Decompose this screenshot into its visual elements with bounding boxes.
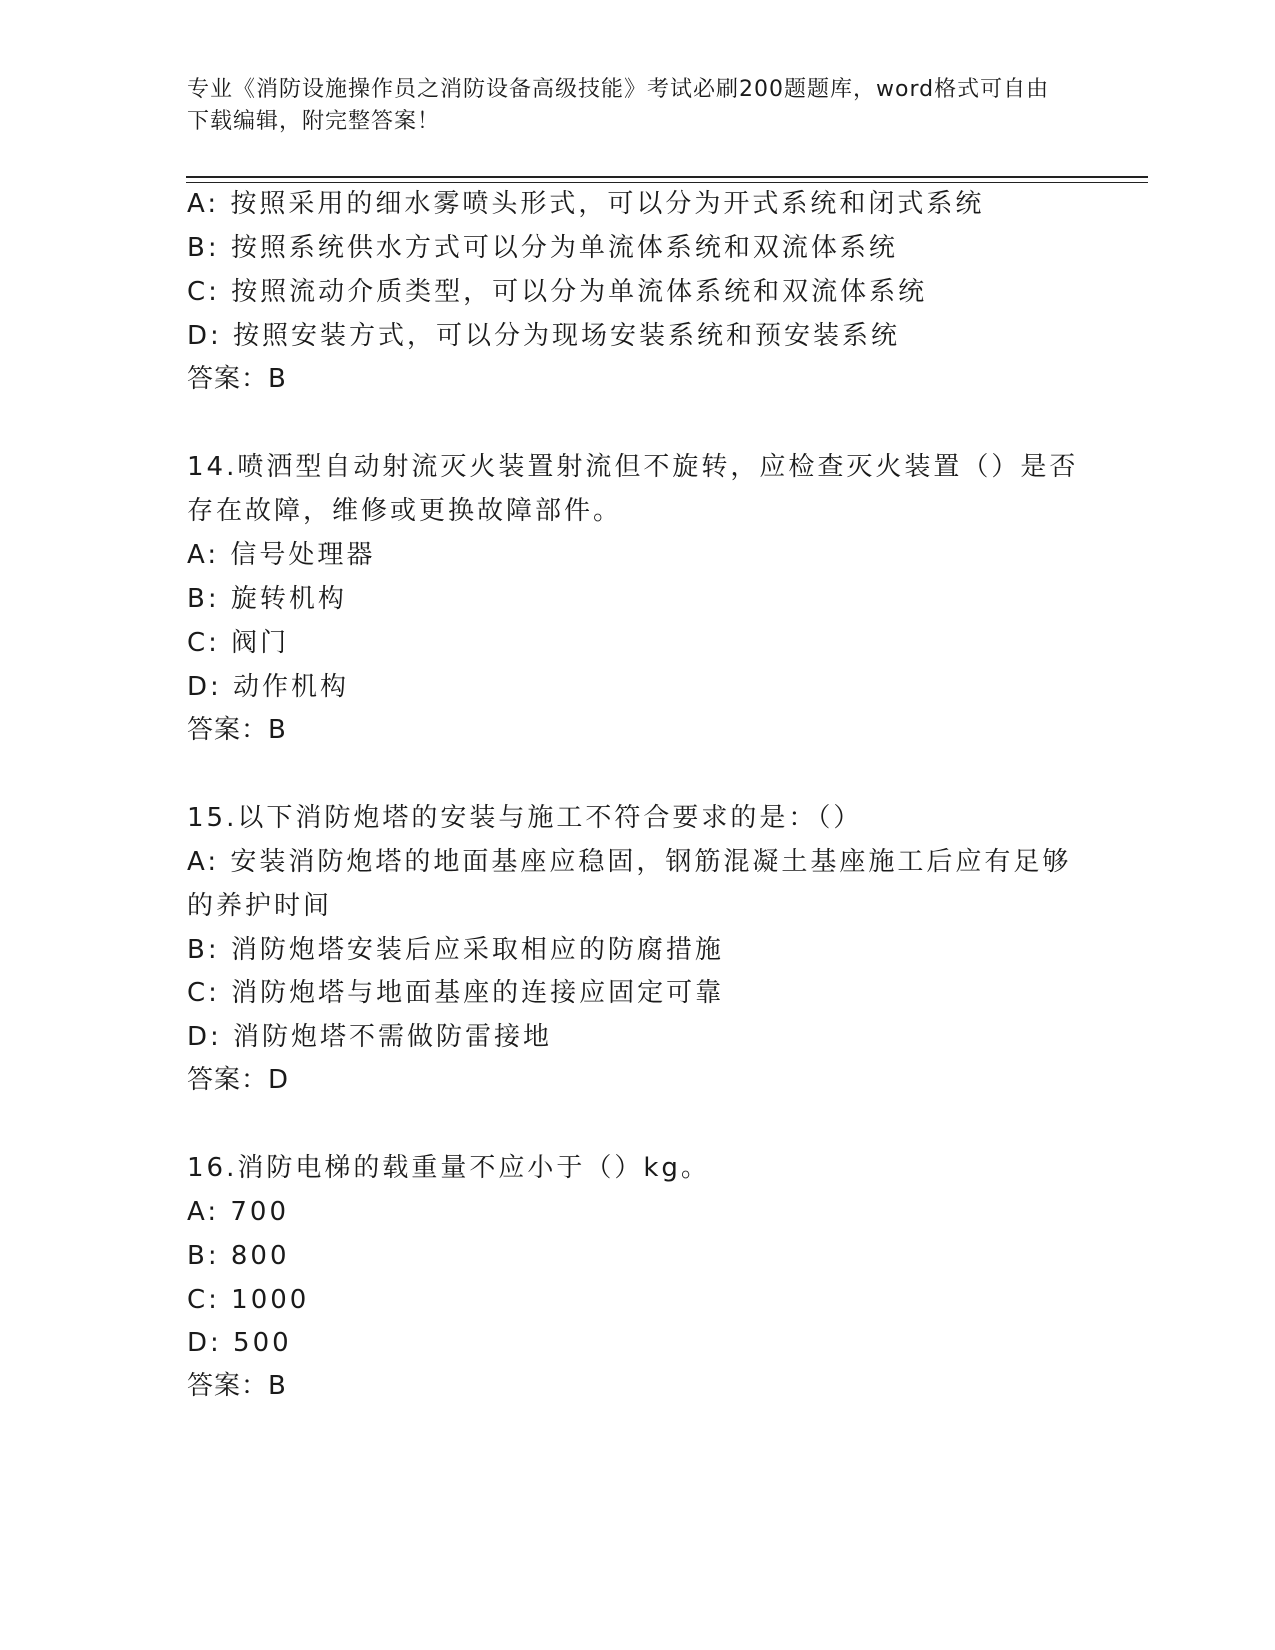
q15-option-d: D: 消防炮塔不需做防雷接地 bbox=[187, 1022, 553, 1052]
q13-option-a: A: 按照采用的细水雾喷头形式，可以分为开式系统和闭式系统 bbox=[187, 189, 985, 219]
q14-answer: 答案：B bbox=[187, 715, 287, 745]
q16-option-b: B: 800 bbox=[187, 1241, 290, 1271]
q16-option-c: C: 1000 bbox=[187, 1285, 310, 1315]
q13-option-b: B: 按照系统供水方式可以分为单流体系统和双流体系统 bbox=[187, 233, 898, 263]
q16-answer: 答案：B bbox=[187, 1371, 287, 1401]
q16-option-d: D: 500 bbox=[187, 1328, 292, 1358]
q15-option-a-line1: A: 安装消防炮塔的地面基座应稳固，钢筋混凝土基座施工后应有足够 bbox=[187, 847, 1072, 877]
q15-option-a-line2: 的养护时间 bbox=[187, 891, 333, 921]
q13-option-c: C: 按照流动介质类型，可以分为单流体系统和双流体系统 bbox=[187, 277, 928, 307]
header-rule-thin bbox=[186, 182, 1148, 183]
q14-stem-line2: 存在故障，维修或更换故障部件。 bbox=[187, 496, 623, 526]
document-header: 专业《消防设施操作员之消防设备高级技能》考试必刷200题题库，word格式可自由下载编辑，附完整答案！ bbox=[187, 77, 1050, 134]
q14-option-d: D: 动作机构 bbox=[187, 672, 350, 702]
q14-option-c: C: 阀门 bbox=[187, 628, 290, 658]
q14-option-a: A: 信号处理器 bbox=[187, 540, 376, 570]
q16-option-a: A: 700 bbox=[187, 1197, 289, 1227]
q13-answer: 答案：B bbox=[187, 364, 287, 394]
q13-option-d: D: 按照安装方式，可以分为现场安装系统和预安装系统 bbox=[187, 321, 901, 351]
q14-option-b: B: 旋转机构 bbox=[187, 584, 347, 614]
q16-stem: 16.消防电梯的载重量不应小于（）kg。 bbox=[187, 1153, 710, 1183]
q15-option-c: C: 消防炮塔与地面基座的连接应固定可靠 bbox=[187, 978, 725, 1008]
q15-option-b: B: 消防炮塔安装后应采取相应的防腐措施 bbox=[187, 935, 724, 965]
q15-answer: 答案：D bbox=[187, 1065, 290, 1095]
q15-stem: 15.以下消防炮塔的安装与施工不符合要求的是：（） bbox=[187, 803, 863, 833]
header-rule-thick bbox=[186, 176, 1148, 178]
q14-stem-line1: 14.喷洒型自动射流灭火装置射流但不旋转，应检查灭火装置（）是否 bbox=[187, 452, 1079, 482]
